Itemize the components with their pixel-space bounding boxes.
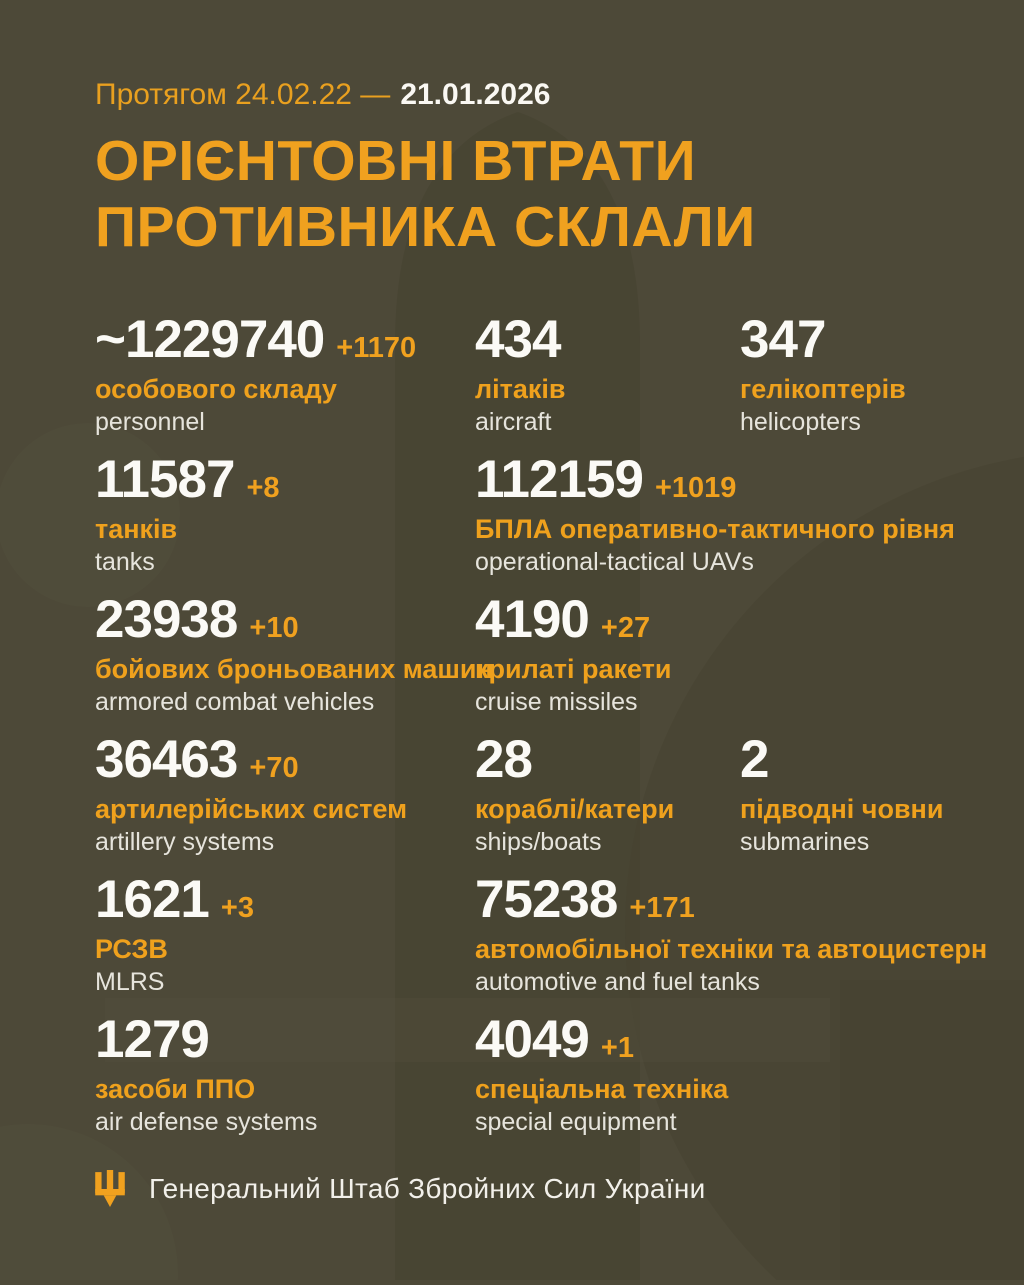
- stats-row: [95, 452, 984, 592]
- stat-armored-vehicles: [95, 590, 493, 717]
- stat-label-en: armored combat vehicles: [95, 688, 375, 716]
- stat-value: 347: [740, 310, 826, 369]
- stat-label-uk: автомобільної техніки та автоцистерн: [475, 934, 988, 964]
- stat-mlrs: [95, 872, 475, 997]
- stat-helicopters: [740, 312, 984, 437]
- stats-row: [95, 870, 988, 1012]
- stat-value: 1279: [95, 1010, 209, 1069]
- stat-delta: +3: [220, 892, 254, 924]
- stat-value: 4190: [475, 590, 589, 649]
- stat-value: 75238: [475, 870, 618, 929]
- stat-automotive: [475, 870, 988, 997]
- stat-label-uk: БПЛА оперативно-тактичного рівня: [475, 514, 955, 544]
- stat-label-en: special equipment: [475, 1108, 677, 1136]
- stat-label-uk: артилерійських систем: [95, 794, 408, 824]
- stat-cruise-missiles: [475, 592, 740, 717]
- stat-value: 112159: [475, 450, 643, 509]
- stat-label-en: automotive and fuel tanks: [475, 968, 760, 996]
- stat-delta: +70: [249, 752, 299, 784]
- stat-label-uk: гелікоптерів: [740, 374, 906, 404]
- stat-special-equipment: [475, 1012, 740, 1137]
- stat-value: 434: [475, 310, 561, 369]
- stat-label-en: MLRS: [95, 968, 165, 996]
- stat-label-en: air defense systems: [95, 1108, 318, 1136]
- stat-value: 11587: [95, 450, 235, 509]
- period-end-date: 21.01.2026: [400, 78, 551, 111]
- stat-label-uk: особового складу: [95, 374, 337, 404]
- page-title: [95, 128, 984, 260]
- period-prefix: Протягом 24.02.22 —: [95, 78, 391, 111]
- stat-value: 23938: [95, 590, 238, 649]
- page-title-line2: ПРОТИВНИКА СКЛАЛИ: [95, 195, 756, 259]
- stat-delta: +171: [629, 892, 695, 924]
- stat-personnel: [95, 312, 475, 437]
- stat-label-en: artillery systems: [95, 828, 275, 856]
- stat-value: 4049: [475, 1010, 589, 1069]
- stat-label-uk: підводні човни: [740, 794, 944, 824]
- stat-label-uk: танків: [95, 514, 178, 544]
- stat-uavs: [475, 450, 955, 577]
- stat-label-en: personnel: [95, 408, 205, 436]
- loss-stats: [95, 310, 988, 1152]
- tryzub-icon: [95, 1170, 125, 1208]
- footer-org-name: Генеральний Штаб Збройних Сил України: [149, 1173, 706, 1204]
- stat-delta: +1019: [654, 472, 737, 504]
- stat-value: 36463: [95, 730, 238, 789]
- stat-delta: +10: [249, 612, 299, 644]
- stat-value: 2: [740, 730, 769, 789]
- stat-label-uk: кораблі/катери: [475, 794, 675, 824]
- stat-label-en: helicopters: [740, 408, 861, 436]
- stat-label-en: tanks: [95, 548, 155, 576]
- stat-label-en: ships/boats: [475, 828, 602, 856]
- stat-label-uk: бойових броньованих машин: [95, 654, 493, 684]
- stat-delta: +8: [246, 472, 280, 504]
- stat-delta: +27: [600, 612, 651, 644]
- stat-label-uk: засоби ППО: [95, 1074, 256, 1104]
- page-title-line1: ОРІЄНТОВНІ ВТРАТИ: [95, 129, 697, 193]
- stat-label-uk: крилаті ракети: [475, 654, 672, 684]
- stat-tanks: [95, 452, 475, 577]
- stat-ships: [475, 732, 740, 857]
- stat-value: 1621: [95, 870, 209, 929]
- stat-artillery: [95, 732, 475, 857]
- stat-air-defense: [95, 1012, 475, 1137]
- stats-row: [95, 312, 984, 452]
- footer: [95, 1170, 984, 1208]
- stat-label-en: operational-tactical UAVs: [475, 548, 754, 576]
- stat-aircraft: [475, 312, 740, 437]
- stat-label-uk: літаків: [475, 374, 566, 404]
- stats-row: [95, 592, 984, 732]
- stat-value: 28: [475, 730, 532, 789]
- period-line: [95, 76, 984, 114]
- stat-delta: +1170: [336, 332, 417, 364]
- stat-label-en: cruise missiles: [475, 688, 638, 716]
- stat-label-uk: спеціальна техніка: [475, 1074, 729, 1104]
- stat-submarines: [740, 732, 984, 857]
- stat-delta: +1: [600, 1032, 634, 1064]
- stats-row: [95, 1012, 984, 1152]
- stat-label-en: aircraft: [475, 408, 552, 436]
- stats-row: [95, 732, 984, 872]
- stat-label-en: submarines: [740, 828, 870, 856]
- stat-label-uk: РСЗВ: [95, 934, 168, 964]
- stat-value: ~1229740: [95, 310, 325, 369]
